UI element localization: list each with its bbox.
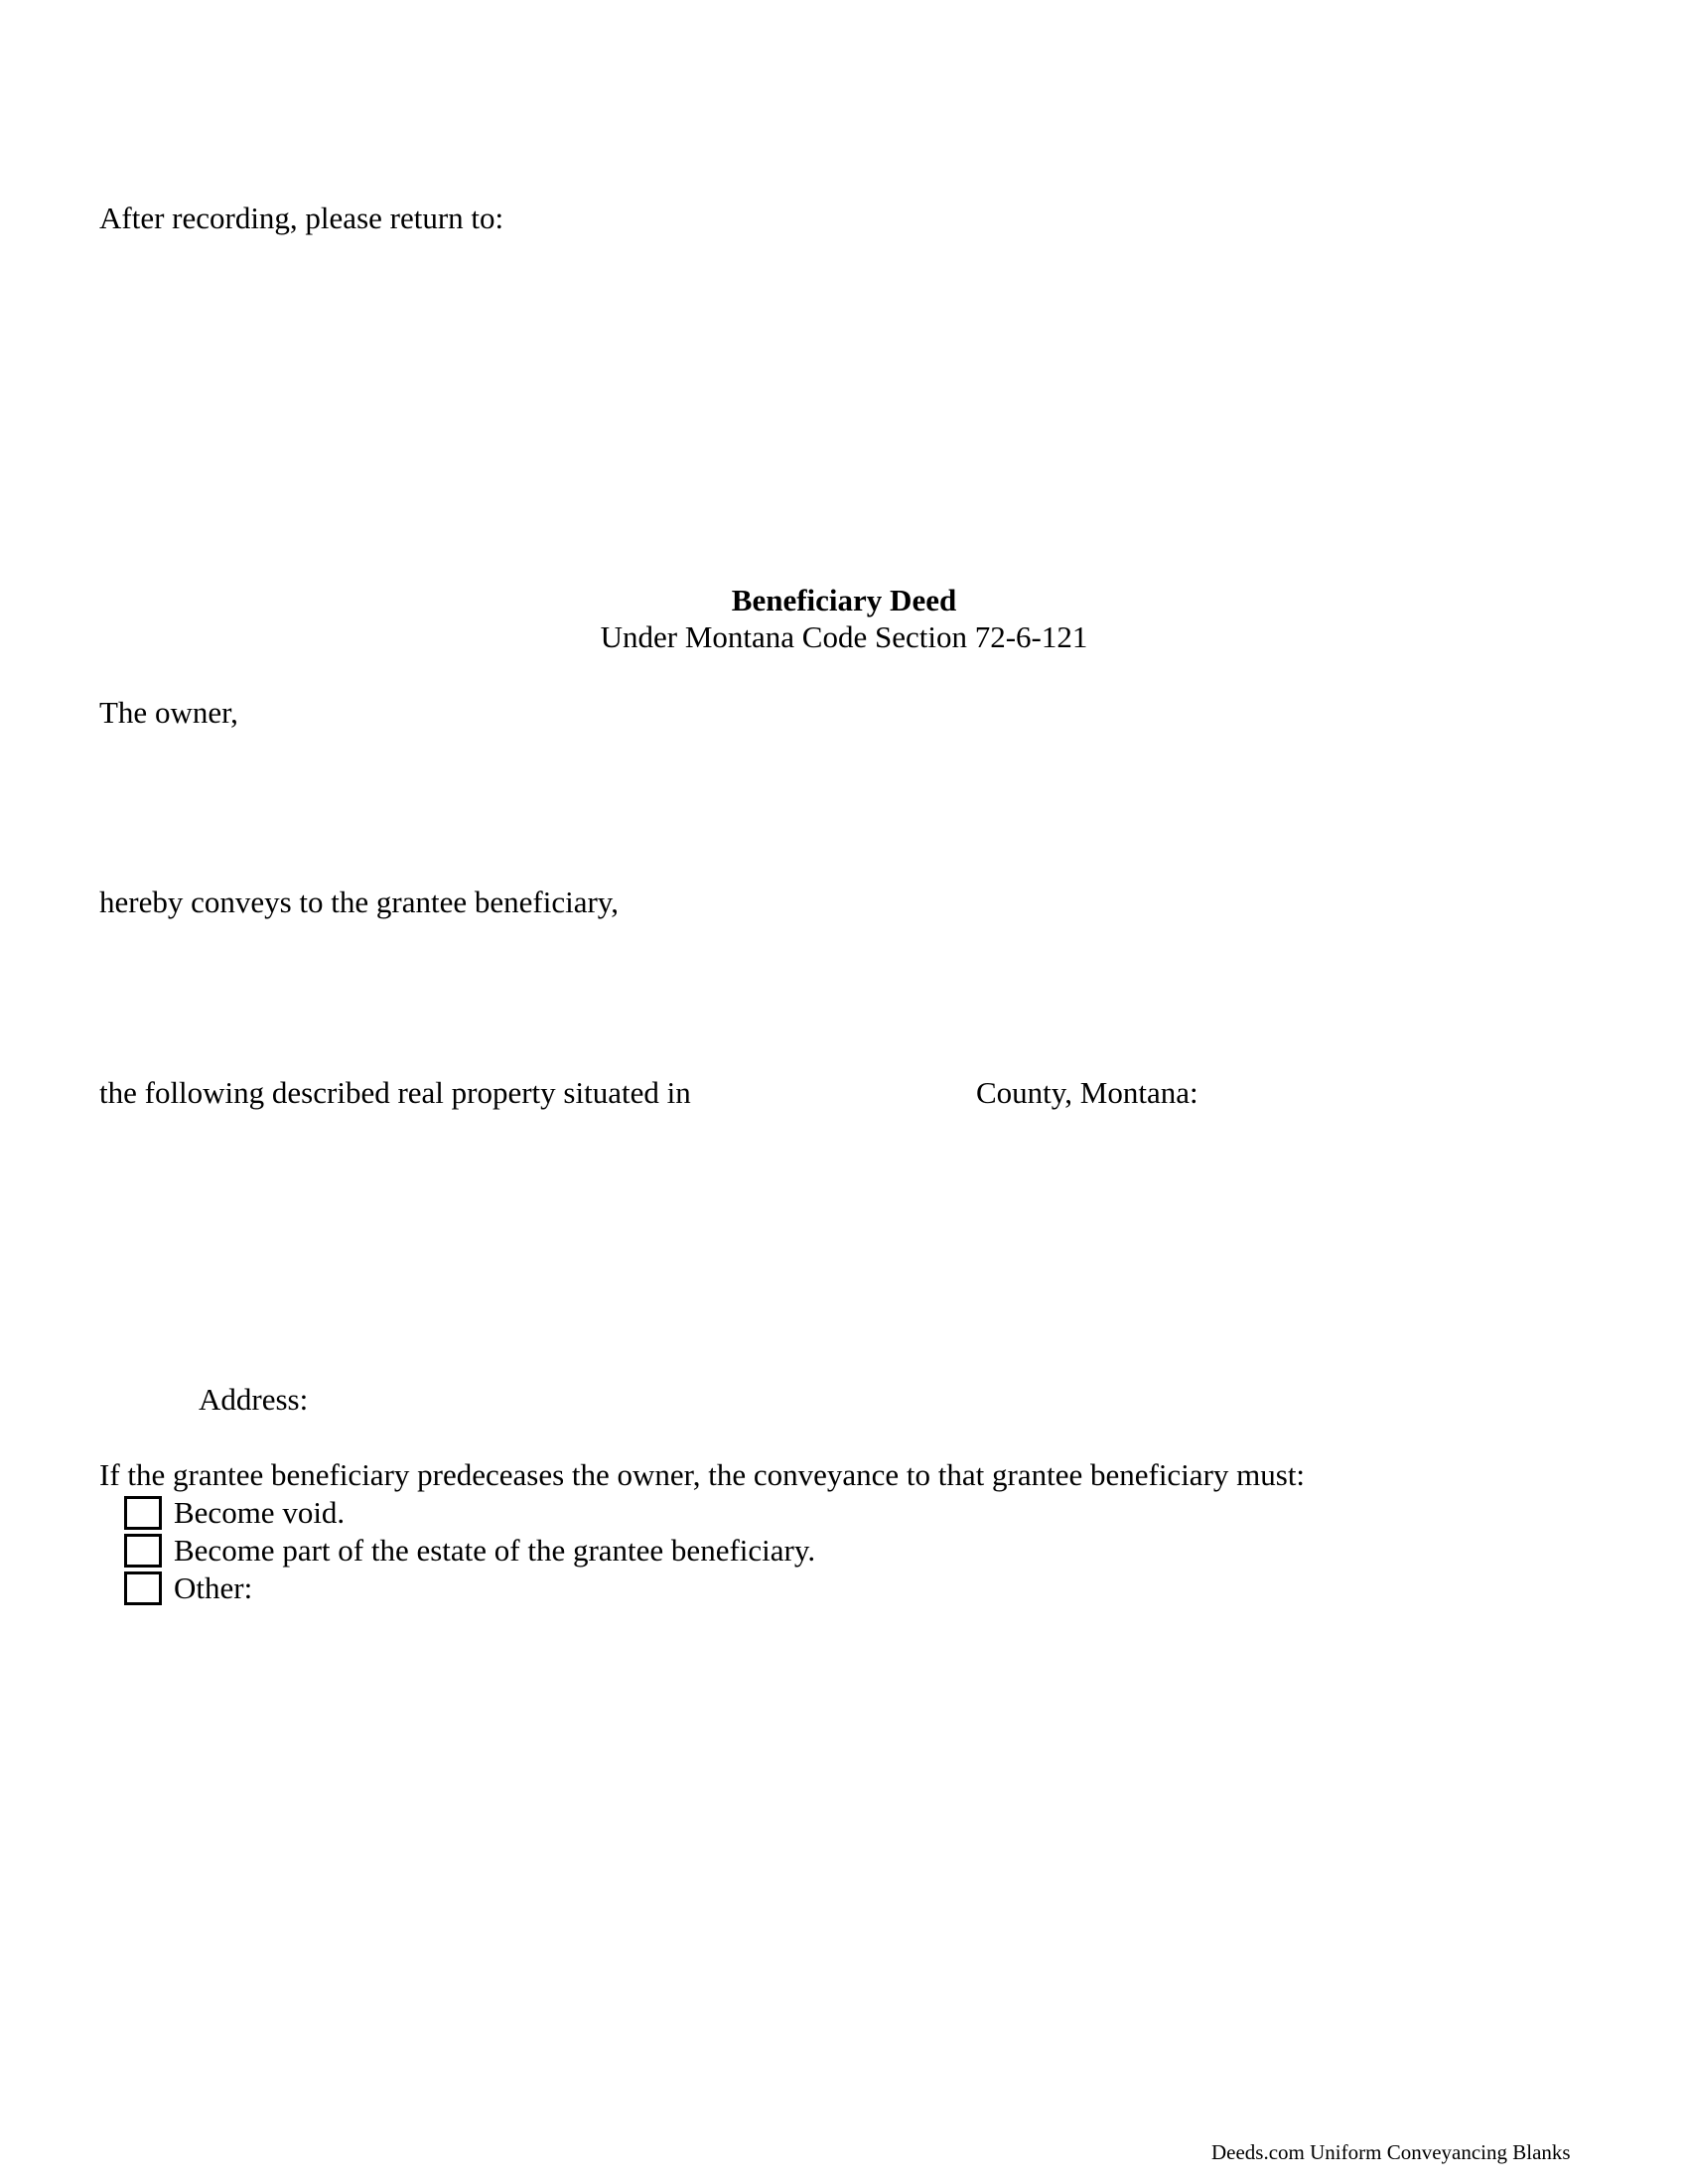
checkbox[interactable]: [124, 1571, 162, 1605]
option-label: Other:: [174, 1570, 253, 1605]
predecease-clause: If the grantee beneficiary predeceases the owner, the conveyance to that grantee beneficiary must:: [99, 1457, 1306, 1492]
document-title: Beneficiary Deed: [731, 583, 957, 617]
conveys-label: hereby conveys to the grantee beneficiary,: [99, 885, 620, 919]
option-label: Become void.: [174, 1495, 346, 1530]
checkbox[interactable]: [124, 1496, 162, 1530]
option-become-void[interactable]: [124, 1494, 345, 1532]
footer-credit: Deeds.com Uniform Conveyancing Blanks: [1211, 2140, 1571, 2164]
option-become-part-of-estate[interactable]: [124, 1532, 815, 1570]
county-label: County, Montana:: [976, 1075, 1198, 1110]
property-label: the following described real property situated in: [99, 1075, 691, 1110]
option-other[interactable]: [124, 1570, 252, 1607]
option-label: Become part of the estate of the grantee beneficiary.: [174, 1533, 816, 1568]
owner-label: The owner,: [99, 695, 238, 730]
return-to-label: After recording, please return to:: [99, 201, 504, 235]
checkbox[interactable]: [124, 1534, 162, 1568]
address-label: Address:: [199, 1382, 309, 1417]
document-subtitle: Under Montana Code Section 72-6-121: [600, 619, 1088, 654]
